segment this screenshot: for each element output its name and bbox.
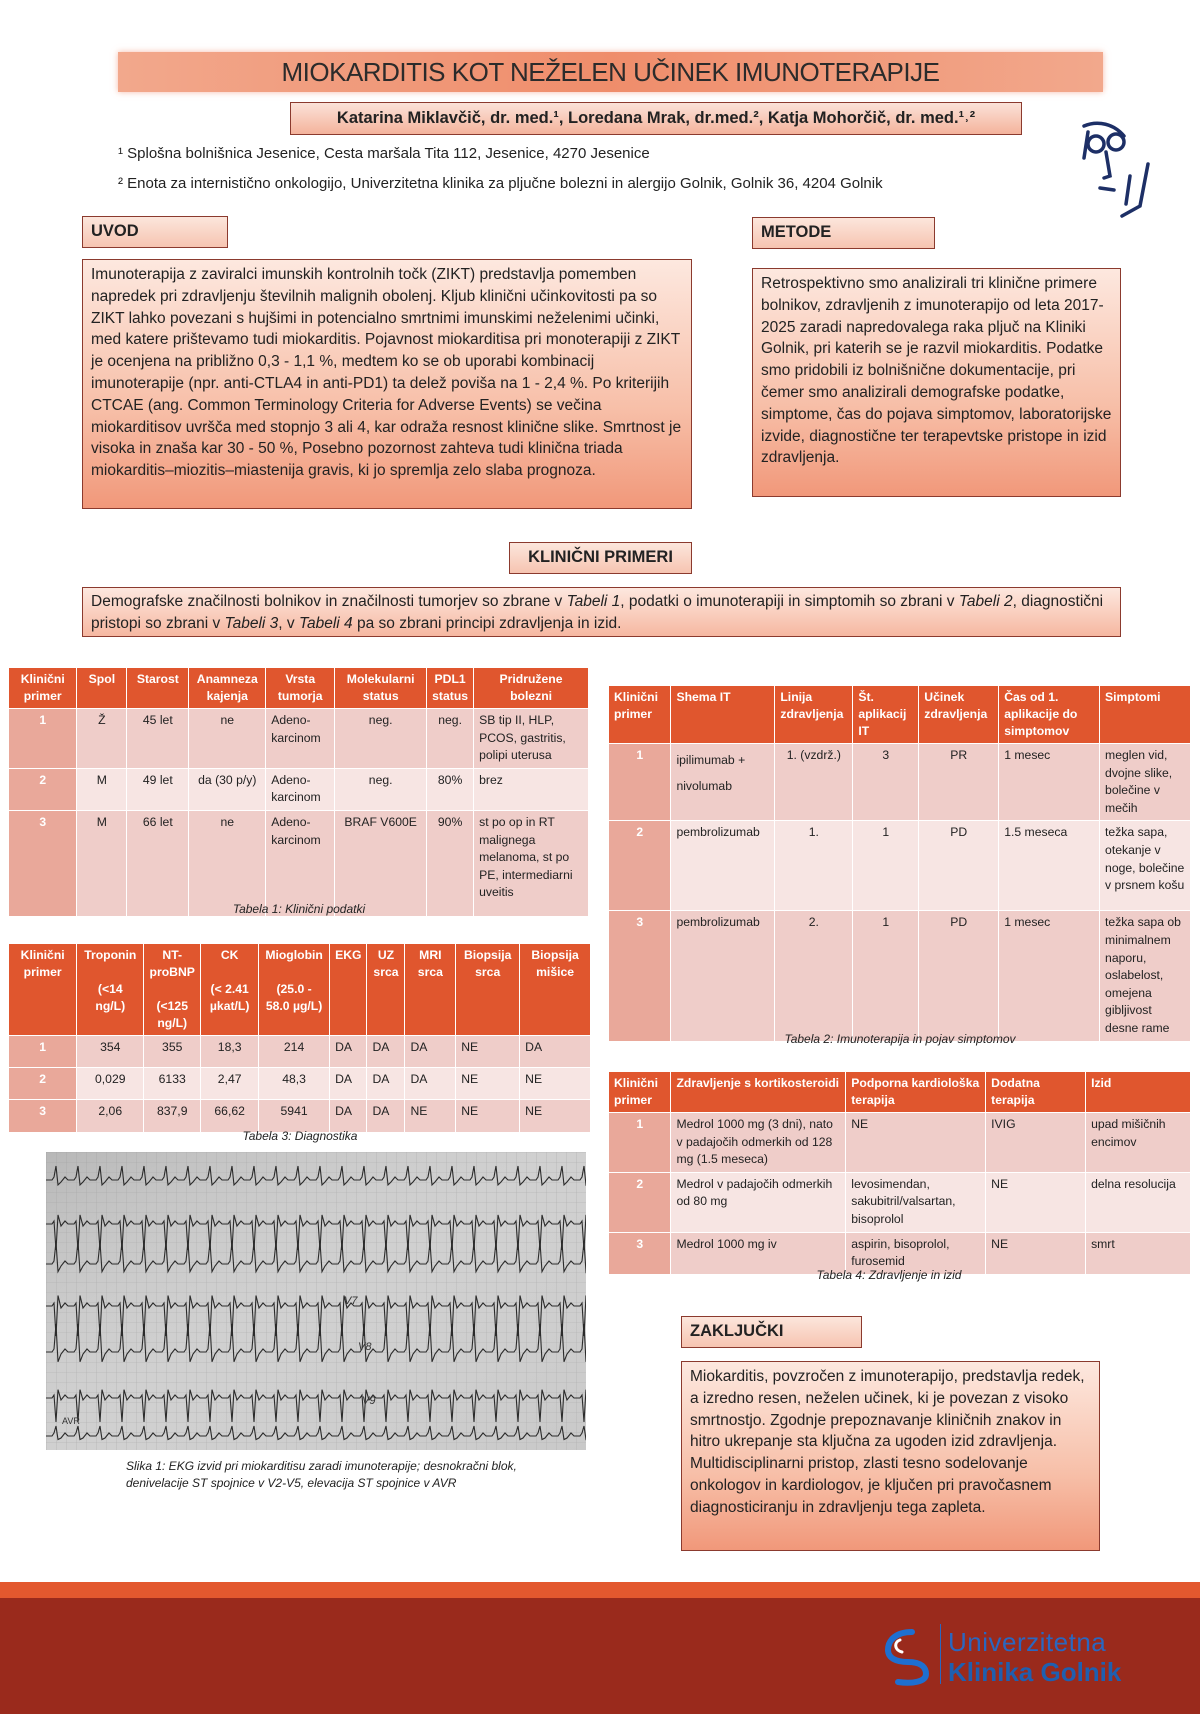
table1-caption: Tabela 1: Klinični podatki: [232, 902, 366, 916]
t1-header: Spol: [77, 668, 127, 709]
table-diagnostika: [9, 944, 591, 1132]
ekg-caption: Slika 1: EKG izvid pri miokarditisu zaradi imunoterapije; desnokračni blok, denivelacije ST spojnice v V2-V5, elevacija ST spojnice v AVR: [126, 1459, 517, 1490]
face-logo-icon: [1078, 118, 1160, 223]
t1-header: Molekularni status: [335, 668, 427, 709]
ekg-label: V9: [362, 1395, 376, 1407]
poster-title: MIOKARDITIS KOT NEŽELEN UČINEK IMUNOTERAPIJE: [118, 52, 1103, 92]
t2-header: Št. aplikacij IT: [853, 686, 919, 744]
table-row: 3 2,06 837,9 66,62 5941 DA DA NE NE NE: [9, 1100, 591, 1132]
t4-header: Dodatna terapija: [986, 1072, 1086, 1113]
table-row: 1 354 355 18,3 214 DA DA DA NE DA: [9, 1036, 591, 1068]
golnik-logo-icon: [882, 1626, 932, 1686]
logo-divider: [940, 1624, 941, 1684]
table-row: 1 Medrol 1000 mg (3 dni), nato v padajočih odmerkih od 128 mg (1.5 meseca) NE IVIG upad mišičnih encimov: [609, 1113, 1191, 1173]
t3-header: CK (< 2.41 µkat/L): [201, 944, 259, 1036]
t3-header: MRI srca: [405, 944, 456, 1036]
t3-header: EKG: [330, 944, 367, 1036]
table-klinicni-podatki: [9, 668, 589, 916]
metode-heading: METODE: [752, 217, 935, 249]
t3-header: Klinični primer: [9, 944, 77, 1036]
ekg-trace: [46, 1152, 586, 1450]
affiliation-1: ¹ Splošna bolnišnica Jesenice, Cesta maršala Tita 112, Jesenice, 4270 Jesenice: [118, 145, 650, 162]
t3-header: Troponin (<14 ng/L): [77, 944, 144, 1036]
t4-header: Klinični primer: [609, 1072, 671, 1113]
zakljucki-heading: ZAKLJUČKI: [681, 1316, 862, 1348]
t3-header: NT-proBNP (<125 ng/L): [144, 944, 201, 1036]
t2-header: Klinični primer: [609, 686, 671, 744]
table-row: 2 pembrolizumab 1. 1 PD 1.5 meseca težka sapa, otekanje v noge, bolečine v prsnem košu: [609, 821, 1191, 911]
t1-header: Pridružene bolezni: [474, 668, 589, 709]
table-row: 2 Medrol v padajočih odmerkih od 80 mg levosimendan, sakubitril/valsartan, bisoprolol NE delna resolucija: [609, 1172, 1191, 1232]
t1-header: Anamneza kajenja: [189, 668, 266, 709]
t1-header: Klinični primer: [9, 668, 77, 709]
t2-header: Linija zdravljenja: [775, 686, 853, 744]
t1-header: Vrsta tumorja: [266, 668, 335, 709]
ekg-label: V8: [358, 1341, 372, 1353]
t3-header: Biopsija mišice: [520, 944, 591, 1036]
logo-text-line2: Klinika Golnik: [948, 1657, 1122, 1687]
t2-header: Čas od 1. aplikacije do simptomov: [999, 686, 1100, 744]
affiliation-2: ² Enota za internistično onkologijo, Univerzitetna klinika za pljučne bolezni in alergijo Golnik, Golnik 36, 4204 Golnik: [118, 175, 883, 192]
table-row: 1 ipilimumab + nivolumab 1. (vzdrž.) 3 PR 1 mesec meglen vid, dvojne slike, bolečine v mečih: [609, 744, 1191, 821]
uvod-heading: UVOD: [82, 216, 228, 248]
t1-header: PDL1 status: [427, 668, 474, 709]
t2-header: Simptomi: [1100, 686, 1191, 744]
ekg-label: AVR: [62, 1416, 80, 1426]
t4-header: Zdravljenje s kortikosteroidi: [671, 1072, 846, 1113]
table3-caption: Tabela 3: Diagnostika: [242, 1129, 358, 1143]
table-zdravljenje: [609, 1072, 1191, 1274]
klinicni-heading: KLINIČNI PRIMERI: [509, 542, 692, 574]
t2-header: Učinek zdravljenja: [919, 686, 999, 744]
uvod-text: Imunoterapija z zaviralci imunskih kontrolnih točk (ZIKT) predstavlja pomemben napredek pri zdravljenju številnih malignih obolenj. Kljub klinični učinkovitosti pa so ZIKT lahko povezani s hujšimi in potencialno smrtnimi imunskimi neželenimi učinki, med katere prištevamo tudi miokarditis. Pojavnost miokarditisa pri monoterapiji z ZIKT je ocenjena na približno 0,3 - 1,1 %, medtem ko se ob uporabi kombinacij imunoterapije (npr. anti-CTLA4 in anti-PD1) ta delež poviša na 1 - 2,4 %. Po kriterijih CTCAE (ang. Common Terminology Criteria for Adverse Events) se večina miokarditisov uvršča med stopnjo 3 ali 4, kar odraža resnost klinične slike. Smrtnost je visoka in znaša kar 30 - 50 %, Posebno pozornost zahteva tudi klinična triada miokarditis–miozitis–miastenija gravis, ki jo spremlja zelo slaba prognoza.: [82, 259, 692, 509]
table-row: 3 M 66 let ne Adeno-karcinom BRAF V600E 90% st po op in RT malignega melanoma, st po PE, intermediarni uveitis: [9, 810, 589, 916]
table-row: 3 pembrolizumab 2. 1 PD 1 mesec težka sapa ob minimalnem naporu, oslabelost, omejena gibljivost desne rame: [609, 911, 1191, 1041]
table-imunoterapija: [609, 686, 1191, 1041]
table-row: 1 Ž 45 let ne Adeno-karcinom neg. neg. SB tip II, HLP, PCOS, gastritis, polipi uterusa: [9, 709, 589, 769]
t4-header: Izid: [1086, 1072, 1191, 1113]
authors: Katarina Miklavčič, dr. med.¹, Loredana Mrak, dr.med.², Katja Mohorčič, dr. med.¹˒²: [290, 102, 1022, 135]
t1-header: Starost: [127, 668, 189, 709]
zakljucki-text: Miokarditis, povzročen z imunoterapijo, predstavlja redek, a izredno resen, neželen učinek, ki je povezan z visoko smrtnostjo. Zgodnje prepoznavanje kliničnih znakov in hitro ukrepanje sta ključna za ugoden izid zdravljenja. Multidisciplinarni pristop, zlasti tesno sodelovanje onkologov in kardiologov, je ključen pri pravočasnem diagnosticiranju in zdravljenju tega zapleta.: [681, 1361, 1100, 1551]
metode-text: Retrospektivno smo analizirali tri klinične primere bolnikov, zdravljenih z imunoterapijo od leta 2017-2025 zaradi napredovalega raka pljuč na Kliniki Golnik, pri katerih se je razvil miokarditis. Podatke smo pridobili iz bolnišnične dokumentacije, pri čemer smo analizirali demografske podatke, simptome, čas do pojava simptomov, laboratorijske izvide, diagnostične ter terapevtske pristope in izid zdravljenja.: [752, 268, 1121, 497]
klinicni-intro: Demografske značilnosti bolnikov in značilnosti tumorjev so zbrane v Tabeli 1, podatki o imunoterapiji in simptomih so zbrani v Tabeli 2, diagnostični pristopi so zbrani v Tabeli 3, v Tabeli 4 pa so zbrani principi zdravljenja in izid.: [82, 587, 1121, 637]
table-row: 2 M 49 let da (30 p/y) Adeno-karcinom neg. 80% brez: [9, 768, 589, 810]
table-row: 3 Medrol 1000 mg iv aspirin, bisoprolol, furosemid NE smrt: [609, 1232, 1191, 1274]
ekg-label: V7: [344, 1295, 358, 1307]
t3-header: Mioglobin (25.0 - 58.0 µg/L): [259, 944, 330, 1036]
t2-header: Shema IT: [671, 686, 775, 744]
t3-header: Biopsija srca: [456, 944, 520, 1036]
table-row: 2 0,029 6133 2,47 48,3 DA DA DA NE NE: [9, 1068, 591, 1100]
ekg-image: [46, 1152, 586, 1450]
table4-caption: Tabela 4: Zdravljenje in izid: [816, 1268, 962, 1282]
logo-text-line1: Univerzitetna: [948, 1627, 1107, 1657]
t4-header: Podporna kardiološka terapija: [846, 1072, 986, 1113]
t3-header: UZ srca: [367, 944, 405, 1036]
table2-caption: Tabela 2: Imunoterapija in pojav simptomov: [784, 1032, 1016, 1046]
